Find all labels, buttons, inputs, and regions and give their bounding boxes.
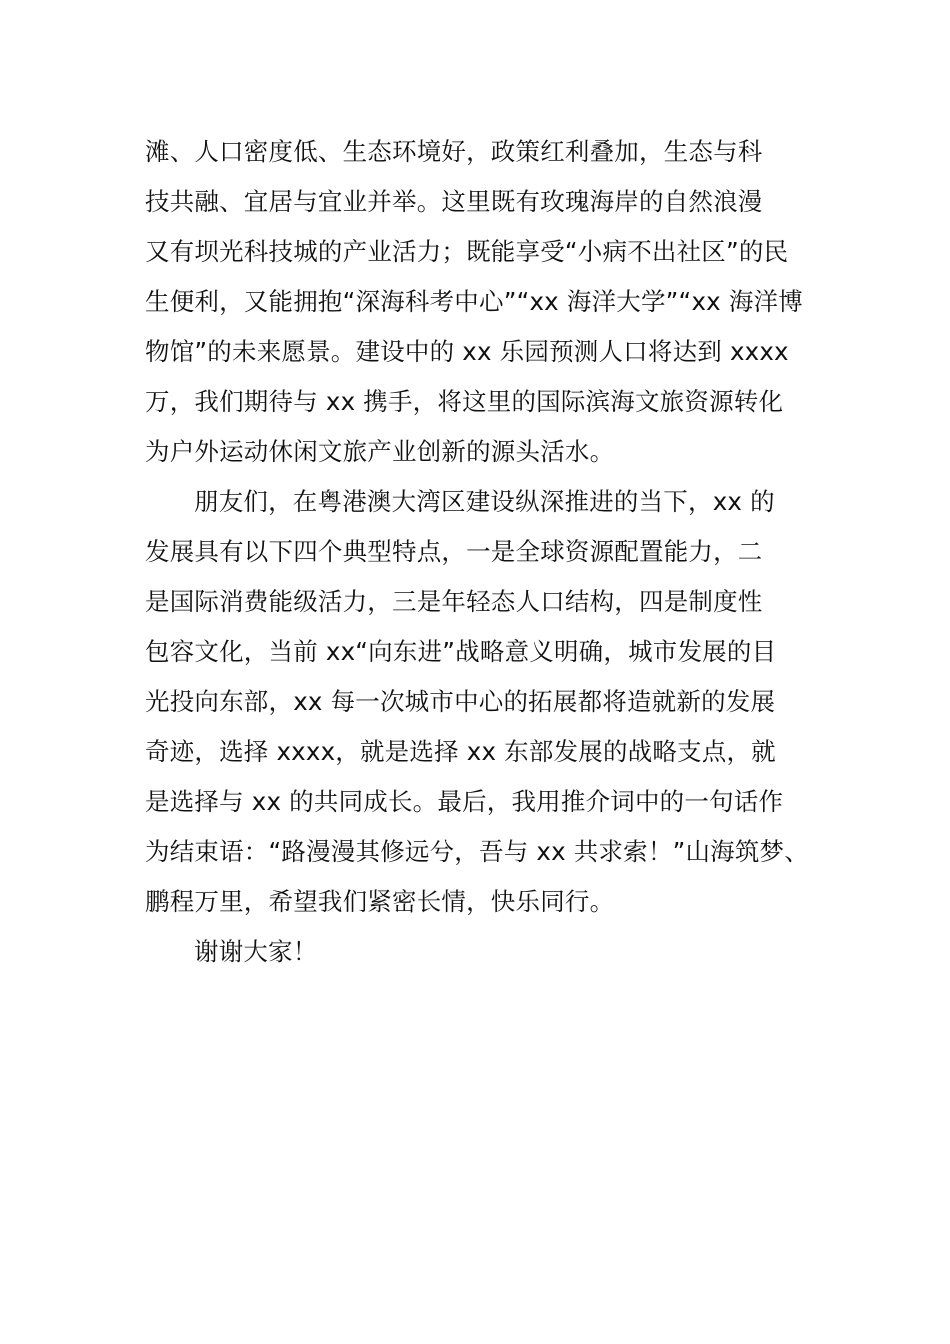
closing-paragraph [145, 927, 835, 977]
paragraph-line: 万，我们期待与 xx 携手，将这里的国际滨海文旅资源转化 [145, 387, 784, 416]
paragraph-line: 包容文化，当前 xx“向东进”战略意义明确，城市发展的目 [145, 637, 777, 666]
paragraph-line: 生便利，又能拥抱“深海科考中心”“xx 海洋大学”“xx 海洋博 [145, 287, 803, 316]
paragraph-line: 物馆”的未来愿景。建设中的 xx 乐园预测人口将达到 xxxx [145, 337, 789, 366]
paragraph-line: 发展具有以下四个典型特点，一是全球资源配置能力，二 [145, 537, 763, 566]
paragraph-2 [145, 477, 835, 927]
paragraph-line: 滩、人口密度低、生态环境好，政策红利叠加，生态与科 [145, 137, 763, 166]
paragraph-line: 为结束语：“路漫漫其修远兮，吾与 xx 共求索！”山海筑梦、 [145, 837, 809, 866]
paragraph-1 [145, 127, 835, 477]
paragraph-line: 光投向东部，xx 每一次城市中心的拓展都将造就新的发展 [145, 687, 776, 716]
closing-line: 谢谢大家！ [194, 937, 318, 966]
speech-text [145, 127, 835, 977]
paragraph-line: 奇迹，选择 xxxx，就是选择 xx 东部发展的战略支点，就 [145, 737, 776, 766]
paragraph-line: 为户外运动休闲文旅产业创新的源头活水。 [145, 437, 615, 466]
paragraph-line: 鹏程万里，希望我们紧密长情，快乐同行。 [145, 887, 615, 916]
paragraph-line: 又有坝光科技城的产业活力；既能享受“小病不出社区”的民 [145, 237, 789, 266]
paragraph-line: 朋友们，在粤港澳大湾区建设纵深推进的当下，xx 的 [194, 487, 775, 516]
paragraph-line: 是选择与 xx 的共同成长。最后，我用推介词中的一句话作 [145, 787, 784, 816]
paragraph-line: 技共融、宜居与宜业并举。这里既有玫瑰海岸的自然浪漫 [145, 187, 763, 216]
paragraph-line: 是国际消费能级活力，三是年轻态人口结构，四是制度性 [145, 587, 763, 616]
